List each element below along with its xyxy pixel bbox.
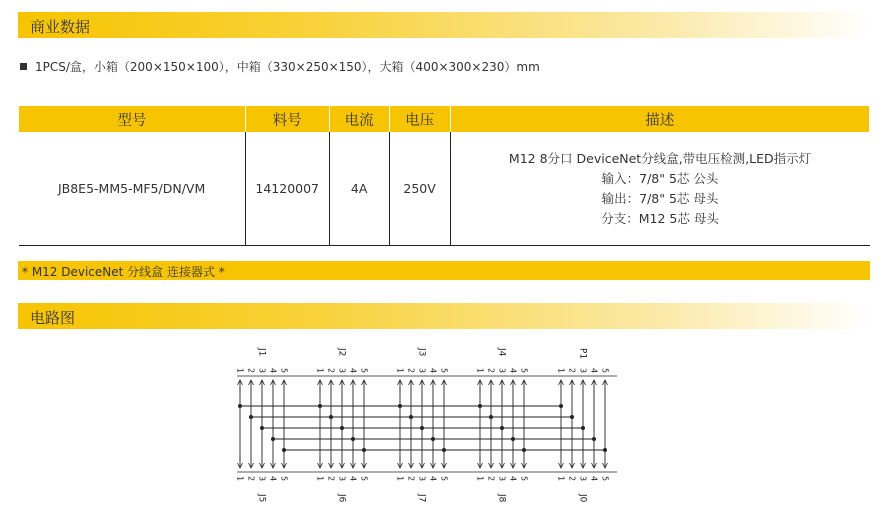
pin-label: 5 <box>600 368 610 374</box>
pin-label: 2 <box>486 476 496 482</box>
pin-label: 3 <box>578 476 588 482</box>
pin-label: 4 <box>508 368 518 374</box>
junction-dot <box>489 415 493 419</box>
bullet-square-icon <box>20 63 27 70</box>
pin-label: 4 <box>348 368 358 374</box>
junction-dot <box>603 448 607 452</box>
cell-model: JB8E5-MM5-MF5/DN/VM <box>19 132 246 246</box>
junction-dot <box>409 415 413 419</box>
pin-label: 2 <box>246 476 256 482</box>
pin-label: 1 <box>315 476 325 482</box>
pin-label: 3 <box>337 476 347 482</box>
section-header-circuit <box>18 303 870 329</box>
header-current: 电流 <box>329 106 389 132</box>
circuit-diagram <box>225 340 625 518</box>
pin-label: 2 <box>567 368 577 374</box>
junction-dot <box>511 437 515 441</box>
junction-dot <box>442 448 446 452</box>
junction-dot <box>398 404 402 408</box>
pin-label: 4 <box>348 476 358 482</box>
connector-label: J1 <box>256 348 267 357</box>
table-row <box>19 132 870 246</box>
note-text: * M12 DeviceNet 分线盒 连接器式 * <box>22 265 225 279</box>
pin-label: 1 <box>475 368 485 374</box>
pin-label: 4 <box>428 368 438 374</box>
pin-label: 3 <box>578 368 588 374</box>
cell-voltage: 250V <box>389 132 450 246</box>
pin-label: 5 <box>279 368 289 374</box>
cell-part-no: 14120007 <box>245 132 329 246</box>
pin-label: 2 <box>406 368 416 374</box>
junction-dot <box>271 437 275 441</box>
junction-dot <box>570 415 574 419</box>
pin-label: 4 <box>508 476 518 482</box>
junction-dot <box>362 448 366 452</box>
pin-label: 1 <box>235 476 245 482</box>
junction-dot <box>351 437 355 441</box>
pin-label: 2 <box>326 476 336 482</box>
connector-label: J5 <box>256 494 267 503</box>
junction-dot <box>340 426 344 430</box>
pin-label: 4 <box>268 368 278 374</box>
pin-label: 1 <box>395 476 405 482</box>
description-line: 分支：M12 5芯 母头 <box>601 210 719 226</box>
junction-dot <box>500 426 504 430</box>
product-table <box>18 106 870 246</box>
section-title: 商业数据 <box>30 18 91 36</box>
junction-dot <box>260 426 264 430</box>
connector-label: J7 <box>416 494 427 503</box>
description-line: 输入：7/8" 5芯 公头 <box>601 170 719 186</box>
junction-dot <box>522 448 526 452</box>
pin-label: 3 <box>257 476 267 482</box>
header-model: 型号 <box>19 106 246 132</box>
pin-label: 4 <box>268 476 278 482</box>
pin-label: 1 <box>315 368 325 374</box>
packaging-text: 1PCS/盒，小箱（200×150×100），中箱（330×250×150），大箱（400×300×230）mm <box>35 60 540 74</box>
junction-dot <box>592 437 596 441</box>
pin-label: 1 <box>556 368 566 374</box>
pin-label: 5 <box>359 368 369 374</box>
header-description: 描述 <box>450 106 869 132</box>
junction-dot <box>478 404 482 408</box>
pin-label: 2 <box>406 476 416 482</box>
pin-label: 1 <box>395 368 405 374</box>
pin-label: 5 <box>519 368 529 374</box>
junction-dot <box>249 415 253 419</box>
pin-label: 5 <box>359 476 369 482</box>
pin-label: 3 <box>497 476 507 482</box>
junction-dot <box>420 426 424 430</box>
pin-label: 2 <box>246 368 256 374</box>
pin-label: 1 <box>556 476 566 482</box>
pin-label: 2 <box>486 368 496 374</box>
pin-label: 5 <box>439 368 449 374</box>
junction-dot <box>559 404 563 408</box>
pin-label: 5 <box>519 476 529 482</box>
connector-label: J4 <box>496 348 507 357</box>
connector-label: J2 <box>336 348 347 357</box>
pin-label: 3 <box>337 368 347 374</box>
pin-label: 1 <box>475 476 485 482</box>
pin-label: 2 <box>567 476 577 482</box>
table-header-row <box>19 106 870 132</box>
pin-label: 3 <box>497 368 507 374</box>
connector-label: J3 <box>416 348 427 357</box>
note-bar <box>18 261 870 280</box>
pin-label: 4 <box>589 476 599 482</box>
junction-dot <box>318 404 322 408</box>
connector-label: J8 <box>496 494 507 503</box>
description-line: M12 8分口 DeviceNet分线盒,带电压检测,LED指示灯 <box>508 150 812 166</box>
packaging-spec <box>20 58 540 75</box>
pin-label: 3 <box>417 368 427 374</box>
pin-label: 3 <box>257 368 267 374</box>
header-voltage: 电压 <box>389 106 450 132</box>
junction-dot <box>431 437 435 441</box>
pin-label: 5 <box>439 476 449 482</box>
pin-label: 5 <box>279 476 289 482</box>
junction-dot <box>282 448 286 452</box>
description-line: 输出：7/8" 5芯 母头 <box>601 190 719 206</box>
header-part-no: 料号 <box>245 106 329 132</box>
junction-dot <box>581 426 585 430</box>
pin-label: 4 <box>589 368 599 374</box>
connector-label: J0 <box>577 494 588 503</box>
junction-dot <box>329 415 333 419</box>
pin-label: 1 <box>235 368 245 374</box>
junction-dot <box>238 404 242 408</box>
pin-label: 5 <box>600 476 610 482</box>
section-header-business-data <box>18 12 870 38</box>
connector-label: P1 <box>577 348 588 360</box>
pin-label: 2 <box>326 368 336 374</box>
pin-label: 4 <box>428 476 438 482</box>
section-title: 电路图 <box>30 309 76 327</box>
pin-label: 3 <box>417 476 427 482</box>
cell-description <box>450 132 869 246</box>
connector-label: J6 <box>336 494 347 503</box>
cell-current: 4A <box>329 132 389 246</box>
